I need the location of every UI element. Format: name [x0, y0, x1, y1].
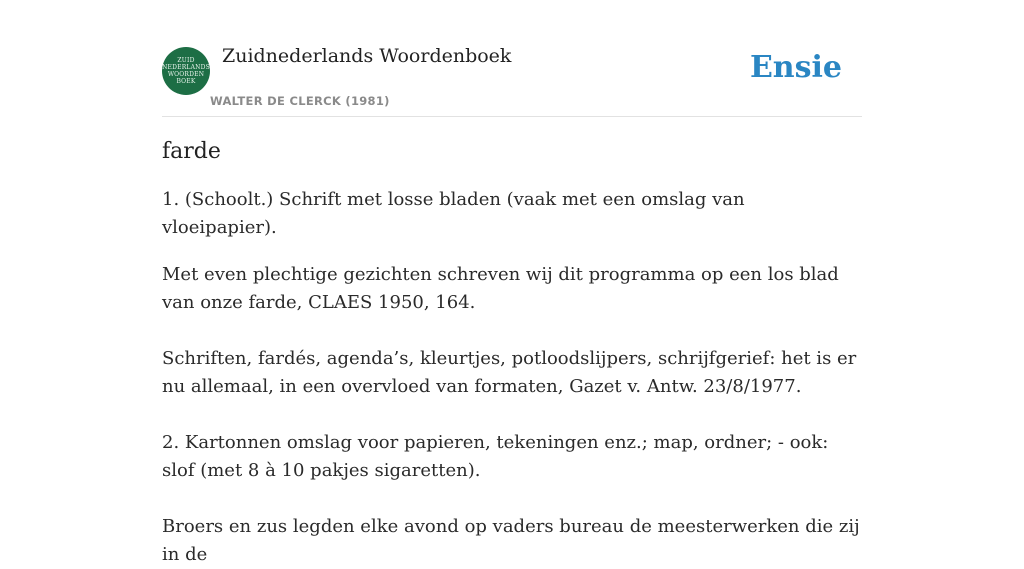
ensie-brand-link[interactable]: Ensie: [749, 50, 842, 85]
dictionary-title[interactable]: Zuidnederlands Woordenboek: [222, 45, 512, 67]
example-quote: Met even plechtige gezichten schreven wij dit programma op een los blad van onze farde, CLAES 1950, 164.: [162, 264, 839, 313]
dictionary-header: [162, 0, 862, 117]
logo-text-line: WOORDEN: [167, 71, 205, 78]
definition-sense-1: 1. (Schoolt.) Schrift met losse bladen (vaak met een omslag van vloeipapier).: [162, 189, 745, 238]
dictionary-author: WALTER DE CLERCK (1981): [210, 94, 390, 108]
example-quote: Schriften, fardés, agenda’s, kleurtjes, potloodslijpers, schrijfgerief: het is er nu allemaal, in een overvloed van formaten, Gazet v. Antw. 23/8/1977.: [162, 348, 857, 397]
logo-text-line: BOEK: [176, 78, 196, 85]
dictionary-logo[interactable]: [162, 47, 210, 95]
example-quote: Broers en zus legden elke avond op vaders bureau de meesterwerken die zij in de: [162, 516, 860, 565]
entry-headword: farde: [162, 139, 221, 164]
page-container: [162, 0, 862, 569]
logo-text-line: ZUID: [177, 57, 195, 64]
definition-sense-2: 2. Kartonnen omslag voor papieren, tekeningen enz.; map, ordner; - ook: slof (met 8 à 10 pakjes sigaretten).: [162, 432, 829, 481]
logo-text-line: NEDERLANDS: [162, 64, 210, 71]
